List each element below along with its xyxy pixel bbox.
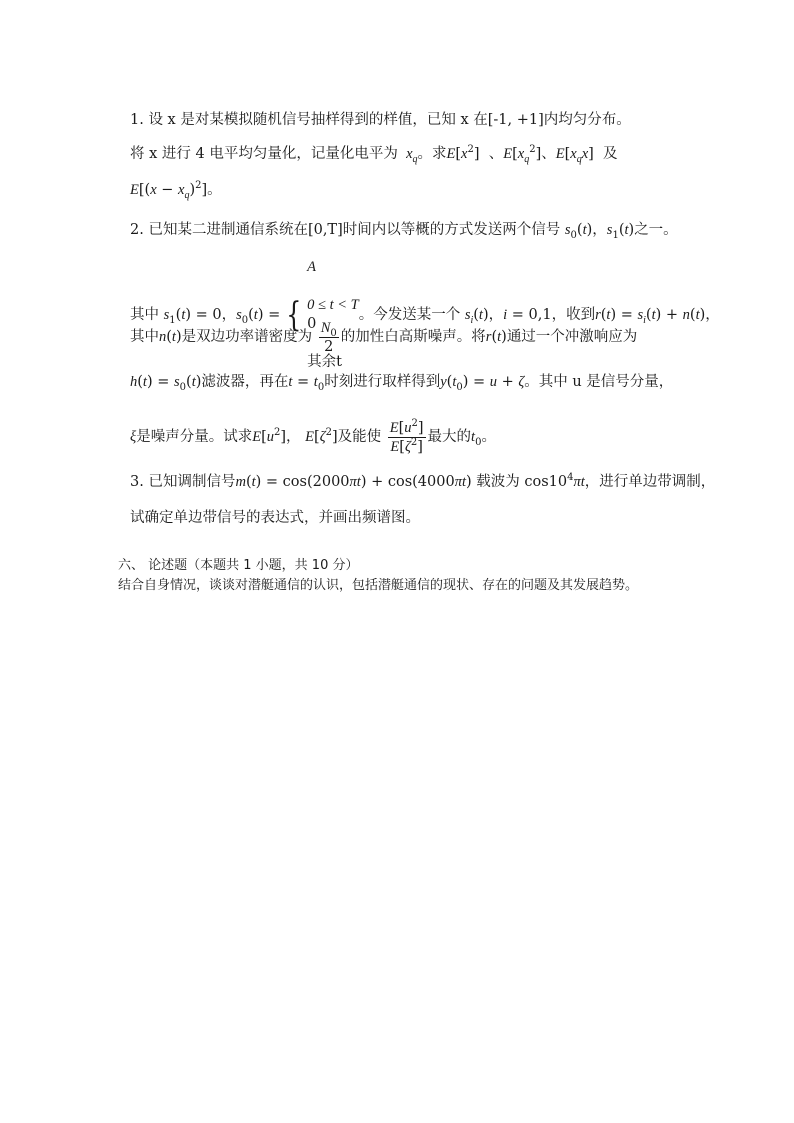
q1-line2: 将 x 进行 4 电平均匀量化，记量化电平为 $x_q$。求$E[x^2]$ 、$E[x_q^2]$、$E[x_qx]$ 及 — [130, 144, 618, 165]
quantized-level: $x_q$ — [402, 146, 418, 165]
snr-fraction: $\frac{E[u^2]}{E[\zeta^2]}$ — [389, 417, 424, 455]
q2-line4: $h(t) = s_0(t)$滤波器，再在$t = t_0$时刻进行取样得到$y(t_0) = u + \zeta$。其中 u 是信号分量， — [130, 374, 674, 393]
q2-line2: 其中 $s_1(t) = 0$，$s_0(t)$ = { A 0 ≤ t < T 0 其余t 。今发送某一个 $s_i(t)$，i = 0,1，收到$r(t) = s_i(t) + n(t)$， — [130, 259, 720, 370]
q3-line2: 试确定单边带信号的表达式，并画出频谱图。 — [130, 510, 420, 526]
q2-line3: 其中n(t)是双边功率谱密度为 $\frac{N_0}{2}$ 的加性白高斯噪声。将r(t)通过一个冲激响应为 — [130, 319, 638, 355]
section6-body: 结合自身情况，谈谈对潜艇通信的认识，包括潜艇通信的现状、存在的问题及其发展趋势。 — [118, 578, 639, 593]
section6-heading: 六、 论述题（本题共 1 小题，共 10 分） — [118, 558, 359, 573]
q2-line1: 2. 已知某二进制通信系统在[0,T]时间内以等概的方式发送两个信号 $s_0(t)$，$s_1(t)$之一。 — [130, 222, 678, 241]
piecewise-cases: A 0 ≤ t < T 0 其余t — [307, 259, 359, 370]
n0-over-2: $\frac{N_0}{2}$ — [320, 319, 337, 355]
q3-line1: 3. 已知调制信号m(t) = cos(2000πt) + cos(4000πt) 载波为 $\cos 10^4\pi t$，进行单边带调制， — [130, 472, 716, 490]
q2-line5: ξ是噪声分量。试求$E[u^2]$， $E[\zeta^2]$及能使 $\frac{E[u^2]}{E[\zeta^2]}$ 最大的$t_0$。 — [130, 417, 496, 455]
piecewise-brace: { — [286, 295, 302, 335]
q1-line3: $E[(x - x_q)^2]$。 — [130, 180, 222, 201]
q1-line1: 1. 设 x 是对某模拟随机信号抽样得到的样值，已知 x 在[-1, +1]内均匀分布。 — [130, 112, 631, 128]
